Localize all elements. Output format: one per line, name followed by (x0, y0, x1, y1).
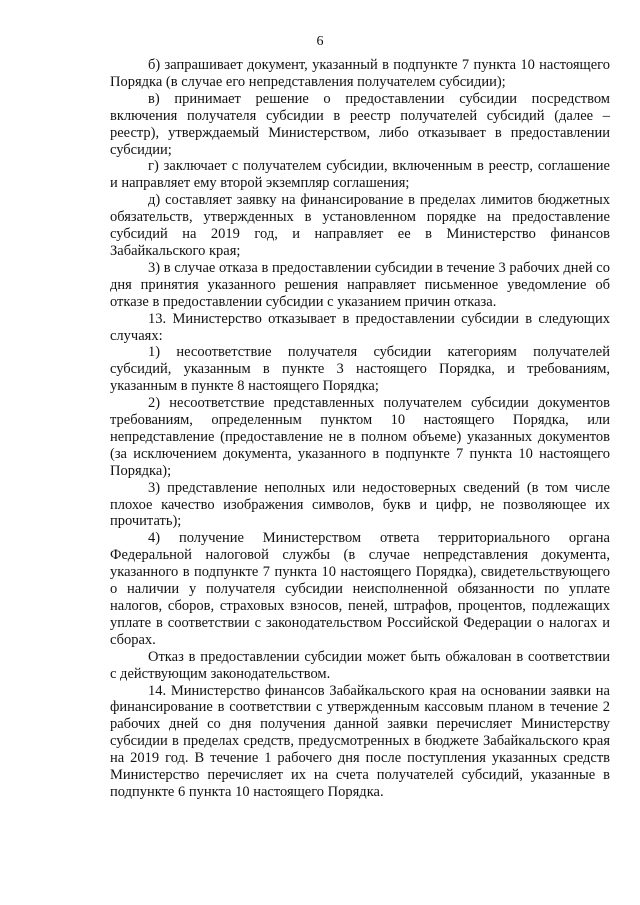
paragraph-3-refusal-notice: 3) в случае отказа в предоставлении субсидии в течение 3 рабочих дней со дня принятия указанного решения направляет письменное уведомление об отказе в предоставлении субсидии с указанием причин отказа. (110, 259, 610, 310)
paragraph-b-request-document: б) запрашивает документ, указанный в подпункте 7 пункта 10 настоящего Порядка (в случае его непредставления получателем субсидии); (110, 57, 610, 90)
paragraph-13-4-tax-obligations: 4) получение Министерством ответа территориального органа Федеральной налоговой службы (в случае непредставления документа, указанного в подпункте 7 пункта 10 настоящего Порядка), свидетельствующего о наличии у получателя субсидии неисполненной обязанности по уплате налогов, сборов, страховых взносов, пеней, штрафов, процентов, подлежащих уплате в соответствии с законодательством Российской Федерации о налогах и сборах. (110, 530, 610, 648)
paragraph-13-2-documents-mismatch: 2) несоответствие представленных получателем субсидии документов требованиям, определенным пунктом 10 настоящего Порядка, или непредставление (предоставление не в полном объеме) указанных документов (за исключением документа, указанного в подпункте 7 пункта 10 настоящего Порядка); (110, 395, 610, 479)
paragraph-13-refusal-cases: 13. Министерство отказывает в предоставлении субсидии в следующих случаях: (110, 310, 610, 344)
paragraph-13-3-incomplete-info: 3) представление неполных или недостоверных сведений (в том числе плохое качество изображения символов, букв и цифр, не позволяющее их прочитать); (110, 479, 610, 530)
paragraph-appeal: Отказ в предоставлении субсидии может быть обжалован в соответствии с действующим законодательством. (110, 648, 610, 682)
page-number: 6 (316, 34, 324, 49)
paragraph-13-1-category-mismatch: 1) несоответствие получателя субсидии категориям получателей субсидий, указанным в пункте 3 настоящего Порядка, и требованиям, указанным в пункте 8 настоящего Порядка; (110, 344, 610, 395)
paragraph-v-registry-decision: в) принимает решение о предоставлении субсидии посредством включения получателя субсидии в реестр получателей субсидий (далее – реестр), утверждаемый Министерством, либо отказывает в предоставлении субсидии; (110, 90, 610, 158)
document-body (110, 57, 610, 801)
paragraph-g-agreement: г) заключает с получателем субсидии, включенным в реестр, соглашение и направляет ему второй экземпляр соглашения; (110, 158, 610, 192)
paragraph-14-finance-transfer: 14. Министерство финансов Забайкальского края на основании заявки на финансирование в соответствии с утвержденным кассовым планом в течение 2 рабочих дней со дня получения данной заявки перечисляет Министерству субсидии в пределах средств, предусмотренных в бюджете Забайкальского края на 2019 год. В течение 1 рабочего дня после поступления указанных средств Министерство перечисляет их на счета получателей субсидий, указанные в подпункте 6 пункта 10 настоящего Порядка. (110, 682, 610, 800)
paragraph-d-funding-request: д) составляет заявку на финансирование в пределах лимитов бюджетных обязательств, утвержденных в установленном порядке на предоставление субсидий на 2019 год, и направляет ее в Министерство финансов Забайкальского края; (110, 192, 610, 259)
